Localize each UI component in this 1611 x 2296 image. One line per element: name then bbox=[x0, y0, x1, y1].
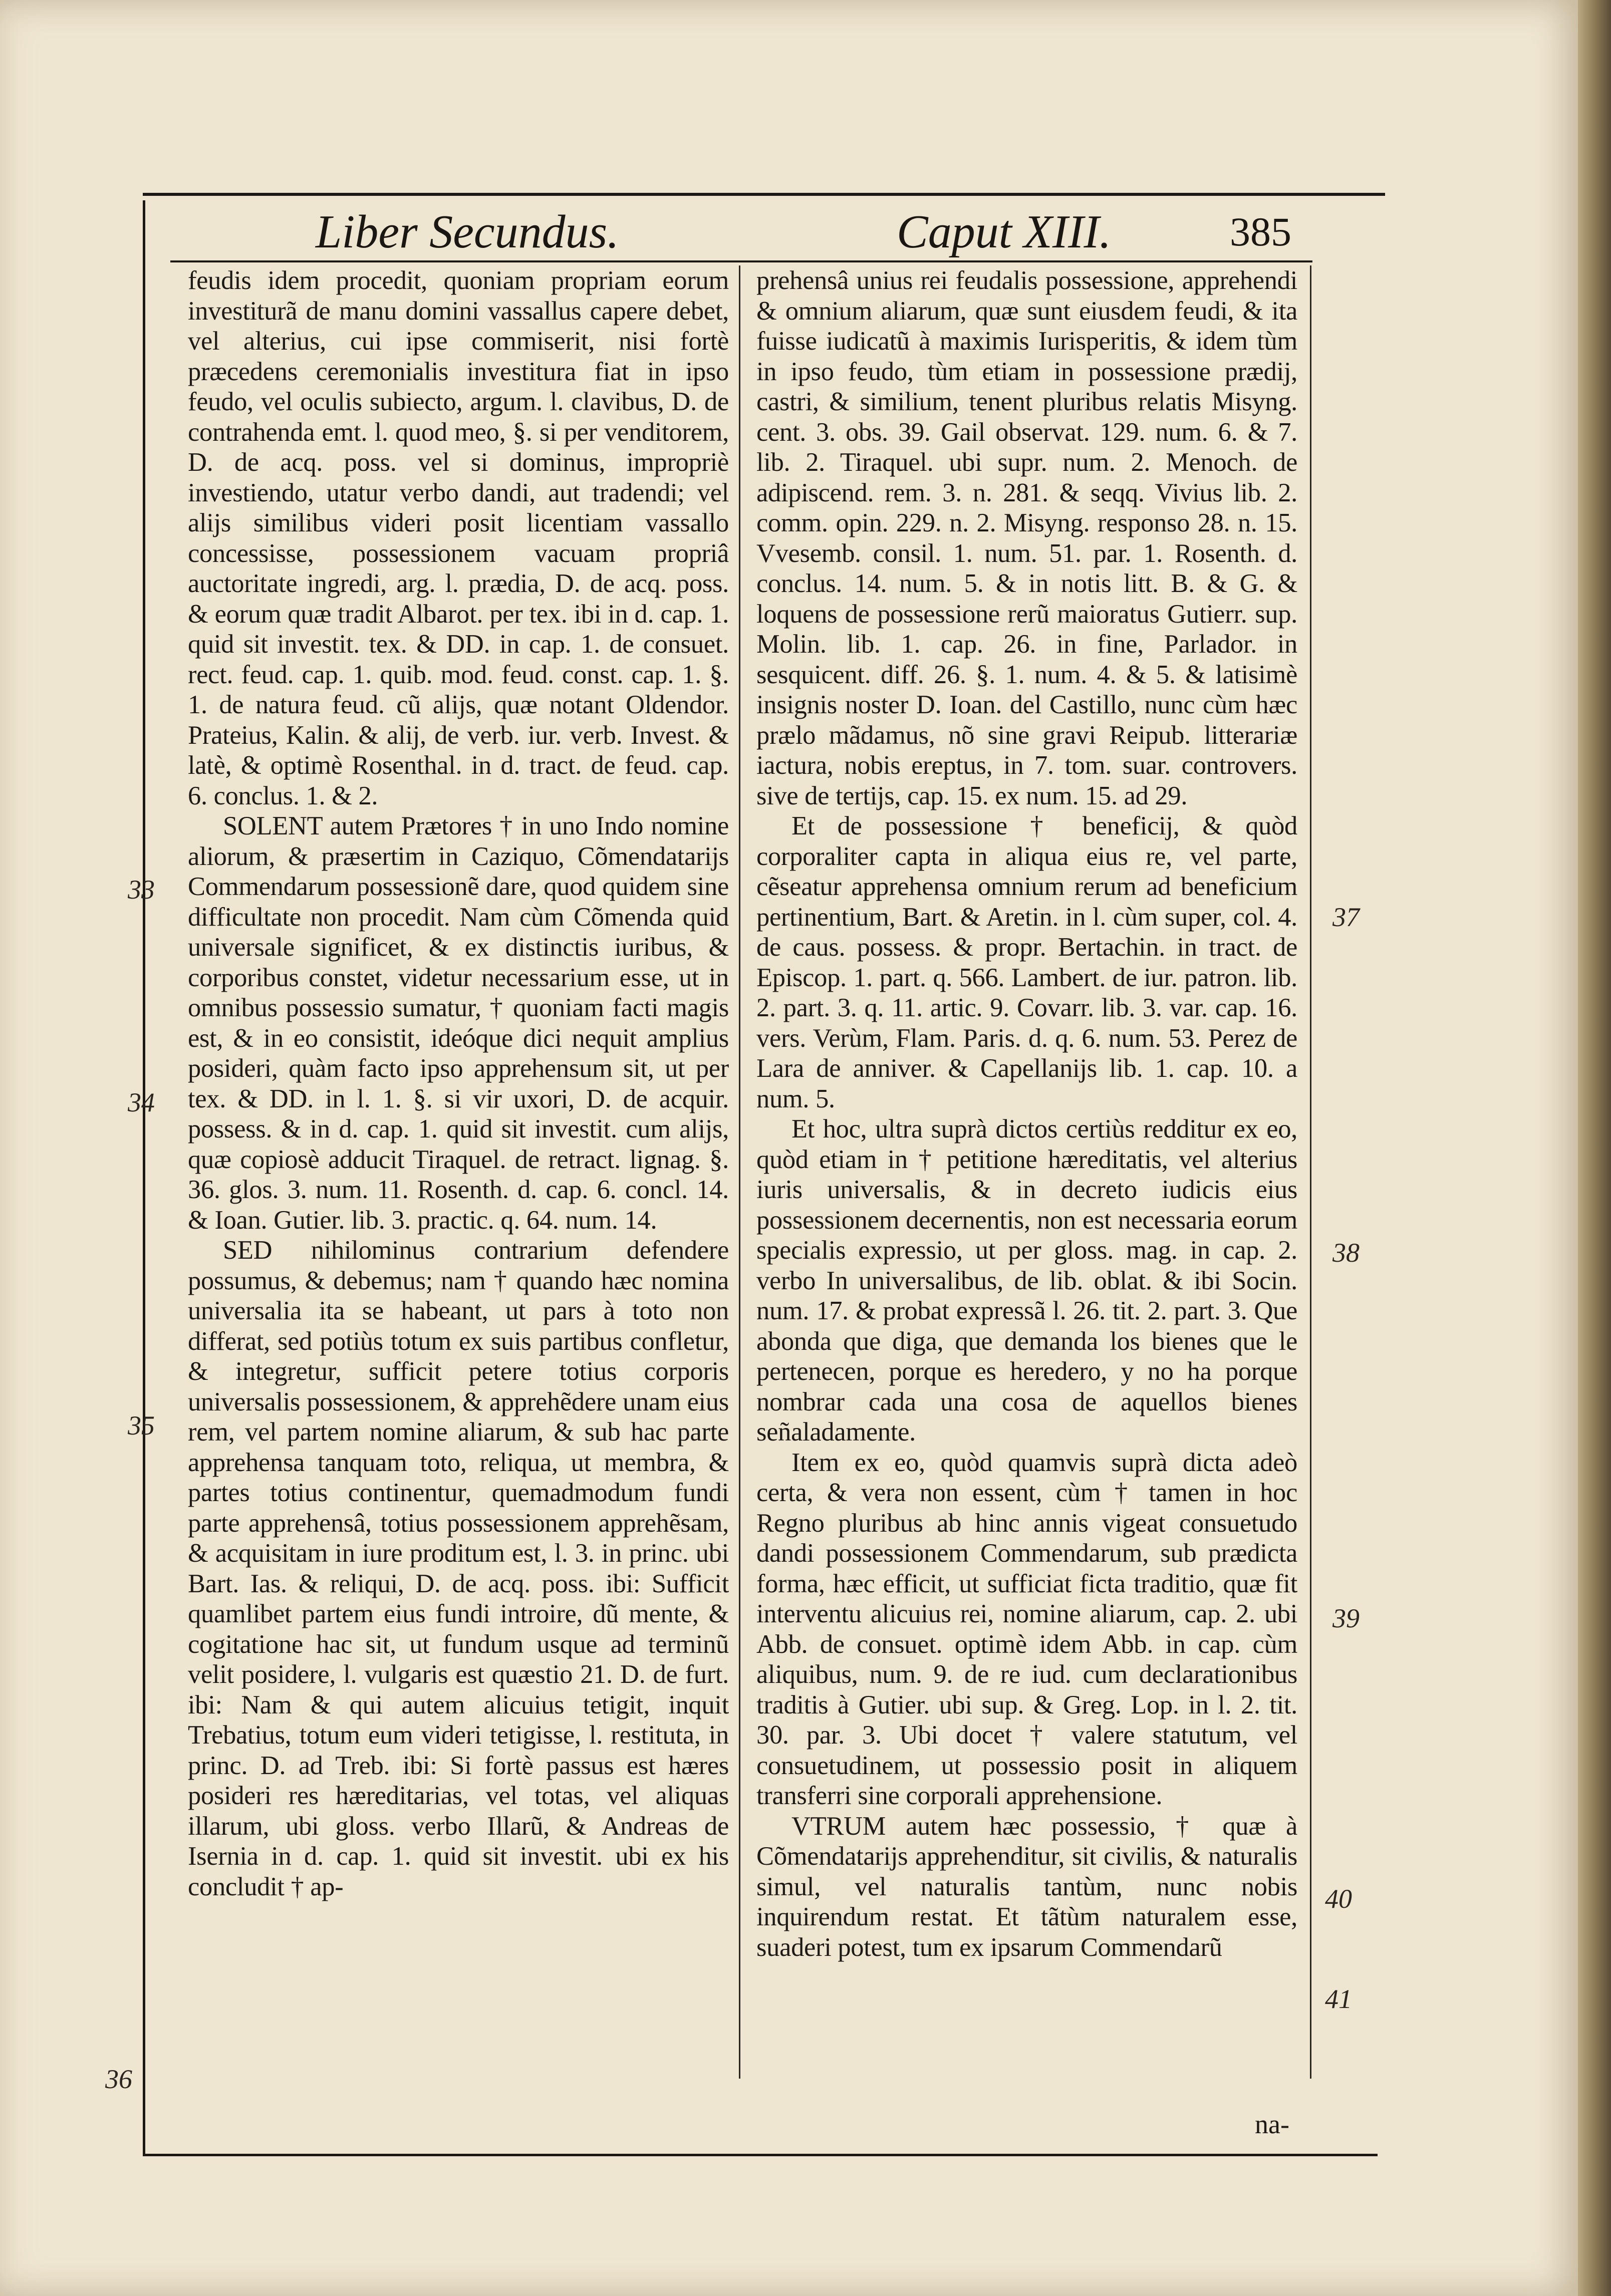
column-divider bbox=[739, 265, 740, 2079]
right-paragraph-3: Et hoc, ultra suprà dictos certiùs redditur ex eo, quòd etiam in † petitione hæreditatis, vel alterius iuris universalis, & in decreto iudicis eius possessionem decernentis, non est necessaria eorum specialis expressio, ut per gloss. mag. in cap. 2. verbo In universalibus, de lib. oblat. & ibi Socin. num. 17. & probat expressã l. 26. tit. 2. part. 3. Que abonda que diga, que demanda los bienes que le pertenecen, porque es heredero, y no ha porque nombrar cada una cosa de aquellos bienes señaladamente. bbox=[756, 1114, 1297, 1447]
running-head-book: Liber Secundus. bbox=[316, 206, 619, 258]
margin-number-38: 38 bbox=[1332, 1238, 1360, 1268]
margin-number-33: 33 bbox=[128, 875, 155, 905]
left-paragraph-2: SOLENT autem Prætores † in uno Indo nomine aliorum, & præsertim in Caziquo, Cõmendatarijs Commendarum possessionẽ dare, quod quidem sine difficultate non procedit. Nam cùm Cõmenda quid universale significet, & ex distinctis iuribus, & corporibus constet, videtur necessarium esse, ut in omnibus possessio sumatur, † quoniam facti magis est, & in eo consistit, ideóque dici nequit amplius posideri, quàm facto ipso apprehensum sit, ut per tex. & DD. in l. 1. §. si vir uxori, D. de acquir. possess. & in d. cap. 1. quid sit investit. cum alijs, quæ copiosè adducit Tiraquel. de retract. lignag. §. 36. glos. 3. num. 11. Rosenth. d. cap. 6. concl. 14. & Ioan. Gutier. lib. 3. practic. q. 64. num. 14. bbox=[188, 811, 729, 1235]
margin-number-39: 39 bbox=[1332, 1603, 1360, 1633]
margin-number-35: 35 bbox=[128, 1410, 155, 1441]
running-head-chapter: Caput XIII. bbox=[897, 206, 1112, 258]
margin-number-34: 34 bbox=[128, 1087, 155, 1117]
catchword: na- bbox=[1255, 2109, 1289, 2139]
left-paragraph-3: SED nihilominus contrarium defendere possumus, & debemus; nam † quando hæc nomina universalia ita se habeant, ut pars à toto non differat, sed potiùs totum ex suis partibus confletur, & integretur, sufficit petere totius corporis universalis possessionem, & apprehẽdere unam eius rem, vel partem nomine aliarum, & sub hac parte apprehensa tanquam toto, reliqua, ut membra, & partes totius continentur, quemadmodum fundi parte apprehensâ, totius possessionem apprehẽsam, & acquisitam in iure proditum est, l. 3. in princ. ubi Bart. Ias. & reliqui, D. de acq. poss. ibi: Sufficit quamlibet partem eius fundi introire, dũ mente, & cogitatione hac sit, ut fundum usque ad terminũ velit posidere, l. vulgaris est quæstio 21. D. de furt. ibi: Nam & qui autem alicuius tetigit, inquit Trebatius, totum eum videri tetigisse, l. restituta, in princ. D. ad Treb. ibi: Si fortè passus est hæres posideri res hæreditarias, vel totas, vel aliquas illarum, ubi gloss. verbo Illarũ, & Andreas de Isernia in d. cap. 1. quid sit investit. ubi ex his concludit † ap- bbox=[188, 1236, 729, 1901]
right-paragraph-4: Item ex eo, quòd quamvis suprà dicta adeò certa, & vera non essent, cùm † tamen in hoc Regno pluribus ab hinc annis vigeat consuetudo dandi possessionem Commendarum, sub prædicta forma, hæc efficit, ut sufficiat ficta traditio, quæ fit interventu alicuius rei, nomine aliarum, cap. 2. ubi Abb. de consuet. optimè idem Abb. in cap. cùm aliquibus, num. 9. de re iud. cum declarationibus traditis à Gutier. ubi sup. & Greg. Lop. in l. 2. tit. 30. par. 3. Ubi docet † valere statutum, vel consuetudinem, ut possessio posit in aliquem transferri sine corporali apprehensione. bbox=[756, 1448, 1297, 1810]
right-paragraph-5: VTRUM autem hæc possessio, † quæ à Cõmendatarijs apprehenditur, sit civilis, & naturalis simul, vel naturalis tantùm, nunc nobis inquirendum restat. Et tãtùm naturalem esse, suaderi potest, tum ex ipsarum Commendarũ bbox=[756, 1811, 1297, 1962]
right-column-rule bbox=[1310, 265, 1311, 2079]
left-paragraph-1: feudis idem procedit, quoniam propriam eorum investiturã de manu domini vassallus capere debet, vel alterius, cui ipse commiserit, nisi fortè præcedens ceremonialis investitura fiat in ipso feudo, vel oculis subiecto, argum. l. clavibus, D. de contrahenda emt. l. quod meo, §. si per venditorem, D. de acq. poss. vel si dominus, impropriè investiendo, utatur verbo dandi, aut tradendi; vel alijs similibus videri posit licentiam vassallo concessisse, possessionem vacuam propriâ auctoritate ingredi, arg. l. prædia, D. de acq. poss. & eorum quæ tradit Albarot. per tex. ibi in d. cap. 1. quid sit investit. tex. & DD. in cap. 1. de consuet. rect. feud. cap. 1. quib. mod. feud. const. cap. 1. §. 1. de natura feud. cũ alijs, quæ notant Oldendor. Prateius, Kalin. & alij, de verb. iur. verb. Invest. & latè, & optimè Rosenthal. in d. tract. de feud. cap. 6. conclus. 1. & 2. bbox=[188, 266, 729, 810]
right-paragraph-2: Et de possessione † beneficij, & quòd corporaliter capta in aliqua eius re, vel parte, cẽseatur apprehensa omnium rerum ad beneficium pertinentium, Bart. & Aretin. in l. cùm super, col. 4. de caus. possess. & propr. Bertachin. in tract. de Episcop. 1. part. q. 566. Lambert. de iur. patron. lib. 2. part. 3. q. 11. artic. 9. Covarr. lib. 3. var. cap. 16. vers. Verùm, Flam. Paris. d. q. 6. num. 53. Perez de Lara de anniver. & Capellanijs lib. 1. cap. 10. a num. 5. bbox=[756, 811, 1297, 1113]
left-column bbox=[188, 265, 729, 2109]
right-paragraph-1: prehensâ unius rei feudalis possessione, apprehendi & omnium aliarum, quæ sunt eiusdem feudi, & ita fuisse iudicatũ à maximis Iurisperitis, & idem tùm in ipso feudo, tùm etiam in possessione prædij, castri, & similium, tenent pluribus relatis Misyng. cent. 3. obs. 39. Gail observat. 129. num. 6. & 7. lib. 2. Tiraquel. ubi supr. num. 2. Menoch. de adipiscend. rem. 3. n. 281. & seqq. Vivius lib. 2. comm. opin. 229. n. 2. Misyng. responso 28. n. 15. Vvesemb. consil. 1. num. 51. par. 1. Rosenth. d. conclus. 14. num. 5. & in notis litt. B. & G. & loquens de possessione rerũ maioratus Gutierr. sup. Molin. lib. 1. cap. 26. in fine, Parlador. in sesquicent. diff. 26. §. 1. num. 4. & 5. & latisimè insignis noster D. Ioan. del Castillo, nunc cùm hæc prælo mãdamus, nõ sine gravi Reipub. litterariæ iactura, nobis ereptus, in 7. tom. suar. controvers. sive de tertijs, cap. 15. ex num. 15. ad 29. bbox=[756, 266, 1297, 810]
margin-number-37: 37 bbox=[1332, 902, 1360, 932]
right-column bbox=[756, 265, 1297, 2109]
margin-number-40: 40 bbox=[1325, 1884, 1352, 1914]
page-edge bbox=[1578, 0, 1611, 2296]
margin-number-36: 36 bbox=[105, 2064, 132, 2094]
header-rule bbox=[170, 260, 1312, 262]
top-frame-rule bbox=[143, 193, 1385, 196]
page-number: 385 bbox=[1230, 209, 1291, 254]
margin-number-41: 41 bbox=[1325, 1984, 1352, 2014]
